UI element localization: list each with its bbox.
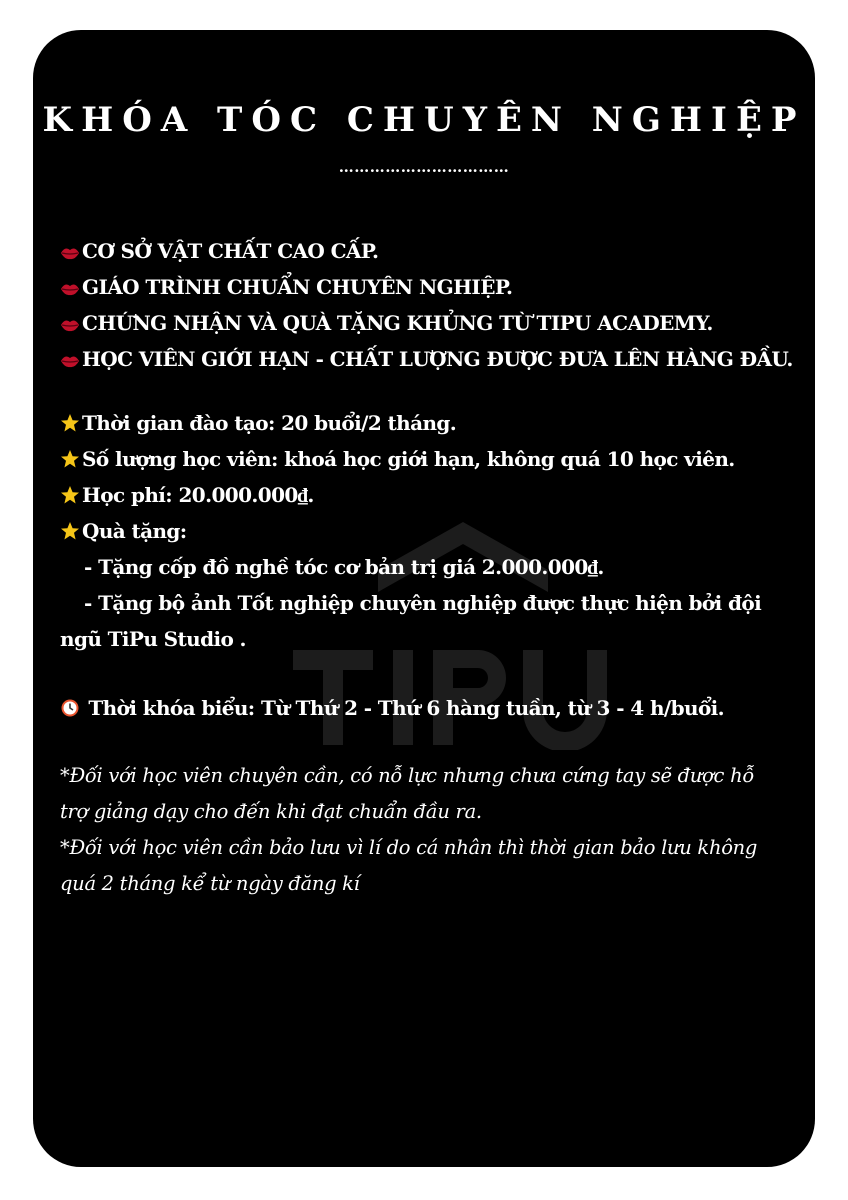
students-info: Số lượng học viên: khoá học giới hạn, không quá 10 học viên. — [60, 441, 800, 477]
duration-info: Thời gian đào tạo: 20 buổi/2 tháng. — [60, 405, 800, 441]
list-item: CƠ SỞ VẬT CHẤT CAO CẤP. — [60, 233, 800, 269]
schedule-info: Thời khóa biểu: Từ Thứ 2 - Thứ 6 hàng tuần, từ 3 - 4 h/buổi. — [60, 690, 800, 726]
course-details — [60, 405, 800, 657]
page-title: KHÓA TÓC CHUYÊN NGHIỆP — [42, 100, 806, 140]
lips-icon — [60, 317, 80, 333]
gift-item-continued: ngũ TiPu Studio . — [60, 627, 246, 651]
lips-icon — [60, 245, 80, 261]
star-icon — [60, 485, 80, 505]
gifts-label: Quà tặng: — [60, 513, 800, 549]
features-list — [60, 233, 800, 377]
lips-icon — [60, 281, 80, 297]
gift-item: - Tặng bộ ảnh Tốt nghiệp chuyên nghiệp được thực hiện bởi đội — [84, 591, 762, 615]
star-icon — [60, 413, 80, 433]
title-divider: …………………………… — [338, 158, 510, 176]
list-item: CHỨNG NHẬN VÀ QUÀ TẶNG KHỦNG TỪ TIPU ACADEMY. — [60, 305, 800, 341]
list-item: HỌC VIÊN GIỚI HẠN - CHẤT LƯỢNG ĐƯỢC ĐƯA LÊN HÀNG ĐẦU. — [60, 341, 800, 377]
star-icon — [60, 521, 80, 541]
fee-info: Học phí: 20.000.000₫. — [60, 477, 800, 513]
list-item: GIÁO TRÌNH CHUẨN CHUYÊN NGHIỆP. — [60, 269, 800, 305]
notes — [60, 758, 800, 902]
note-line: quá 2 tháng kể từ ngày đăng kí — [60, 872, 360, 895]
course-card — [33, 30, 815, 1167]
note-line: trợ giảng dạy cho đến khi đạt chuẩn đầu ra. — [60, 800, 482, 823]
clock-icon — [60, 698, 80, 718]
course-content — [60, 233, 800, 902]
lips-icon — [60, 353, 80, 369]
gift-item: - Tặng cốp đồ nghề tóc cơ bản trị giá 2.000.000₫. — [84, 555, 604, 579]
note-line: *Đối với học viên cần bảo lưu vì lí do cá nhân thì thời gian bảo lưu không — [60, 836, 758, 859]
note-line: *Đối với học viên chuyên cần, có nỗ lực nhưng chưa cứng tay sẽ được hỗ — [60, 764, 754, 787]
star-icon — [60, 449, 80, 469]
